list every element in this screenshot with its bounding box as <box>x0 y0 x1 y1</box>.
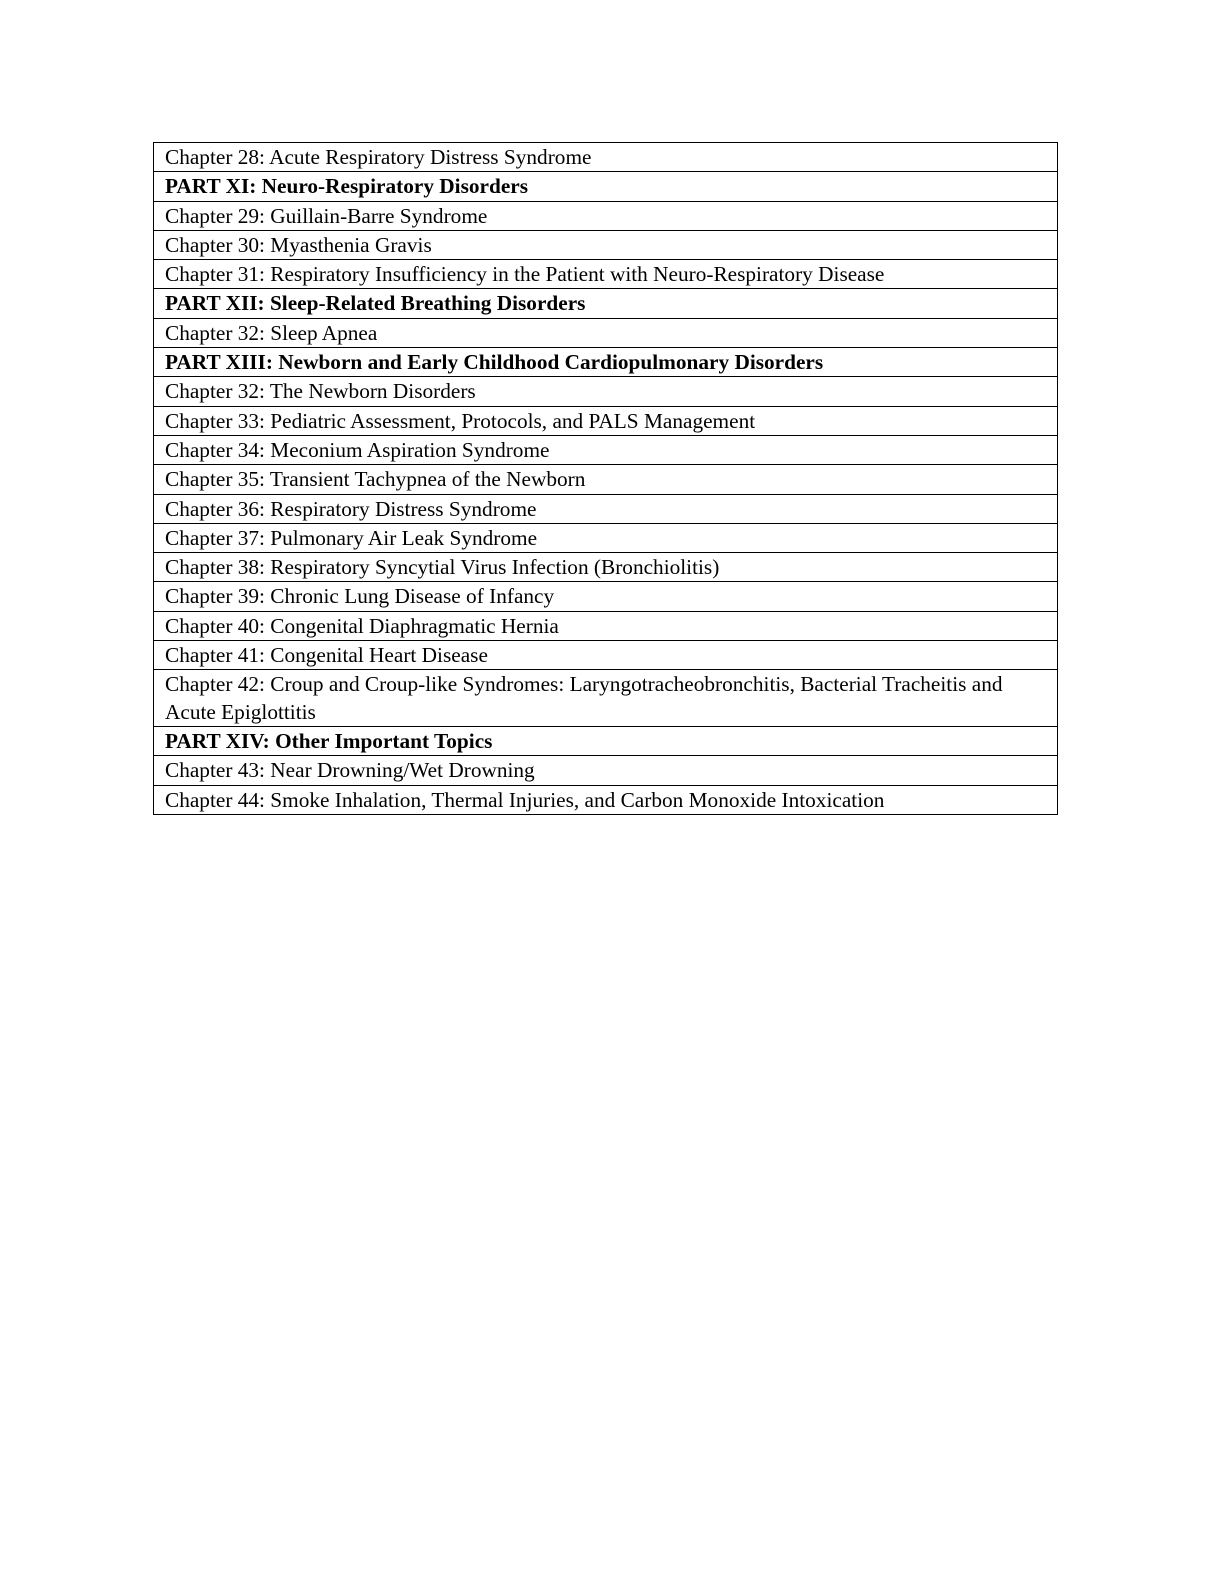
toc-part-heading: PART XIV: Other Important Topics <box>154 726 1058 755</box>
toc-part-heading: PART XIII: Newborn and Early Childhood Cardiopulmonary Disorders <box>154 348 1058 377</box>
toc-row-chapter <box>154 377 1058 406</box>
toc-row-chapter <box>154 318 1058 347</box>
toc-row-part <box>154 289 1058 318</box>
toc-row-chapter <box>154 435 1058 464</box>
toc-part-heading: PART XI: Neuro-Respiratory Disorders <box>154 172 1058 201</box>
toc-entry: Chapter 34: Meconium Aspiration Syndrome <box>154 435 1058 464</box>
toc-row-part <box>154 726 1058 755</box>
toc-row-chapter <box>154 523 1058 552</box>
table-of-contents <box>153 142 1058 815</box>
toc-part-heading: PART XII: Sleep-Related Breathing Disorders <box>154 289 1058 318</box>
toc-row-chapter <box>154 230 1058 259</box>
toc-entry: Chapter 28: Acute Respiratory Distress Syndrome <box>154 143 1058 172</box>
toc-entry: Chapter 40: Congenital Diaphragmatic Hernia <box>154 611 1058 640</box>
toc-entry: Chapter 41: Congenital Heart Disease <box>154 641 1058 670</box>
toc-entry: Chapter 44: Smoke Inhalation, Thermal Injuries, and Carbon Monoxide Intoxication <box>154 785 1058 814</box>
toc-row-chapter <box>154 670 1058 727</box>
toc-row-chapter <box>154 582 1058 611</box>
toc-entry: Chapter 43: Near Drowning/Wet Drowning <box>154 756 1058 785</box>
toc-entry: Chapter 33: Pediatric Assessment, Protocols, and PALS Management <box>154 406 1058 435</box>
toc-entry: Chapter 31: Respiratory Insufficiency in the Patient with Neuro-Respiratory Disease <box>154 260 1058 289</box>
toc-entry: Chapter 38: Respiratory Syncytial Virus Infection (Bronchiolitis) <box>154 553 1058 582</box>
toc-row-chapter <box>154 143 1058 172</box>
toc-row-part <box>154 172 1058 201</box>
toc-entry: Chapter 30: Myasthenia Gravis <box>154 230 1058 259</box>
toc-row-chapter <box>154 406 1058 435</box>
toc-entry: Chapter 37: Pulmonary Air Leak Syndrome <box>154 523 1058 552</box>
toc-entry: Chapter 42: Croup and Croup-like Syndromes: Laryngotracheobronchitis, Bacterial Tracheitis and Acute Epiglottitis <box>154 670 1058 727</box>
toc-row-chapter <box>154 260 1058 289</box>
toc-row-chapter <box>154 611 1058 640</box>
toc-row-chapter <box>154 465 1058 494</box>
toc-row-part <box>154 348 1058 377</box>
toc-row-chapter <box>154 756 1058 785</box>
toc-entry: Chapter 29: Guillain-Barre Syndrome <box>154 201 1058 230</box>
toc-row-chapter <box>154 201 1058 230</box>
toc-row-chapter <box>154 553 1058 582</box>
toc-row-chapter <box>154 494 1058 523</box>
toc-entry: Chapter 32: Sleep Apnea <box>154 318 1058 347</box>
toc-row-chapter <box>154 641 1058 670</box>
toc-entry: Chapter 32: The Newborn Disorders <box>154 377 1058 406</box>
toc-entry: Chapter 36: Respiratory Distress Syndrome <box>154 494 1058 523</box>
toc-entry: Chapter 35: Transient Tachypnea of the Newborn <box>154 465 1058 494</box>
toc-row-chapter <box>154 785 1058 814</box>
toc-entry: Chapter 39: Chronic Lung Disease of Infancy <box>154 582 1058 611</box>
